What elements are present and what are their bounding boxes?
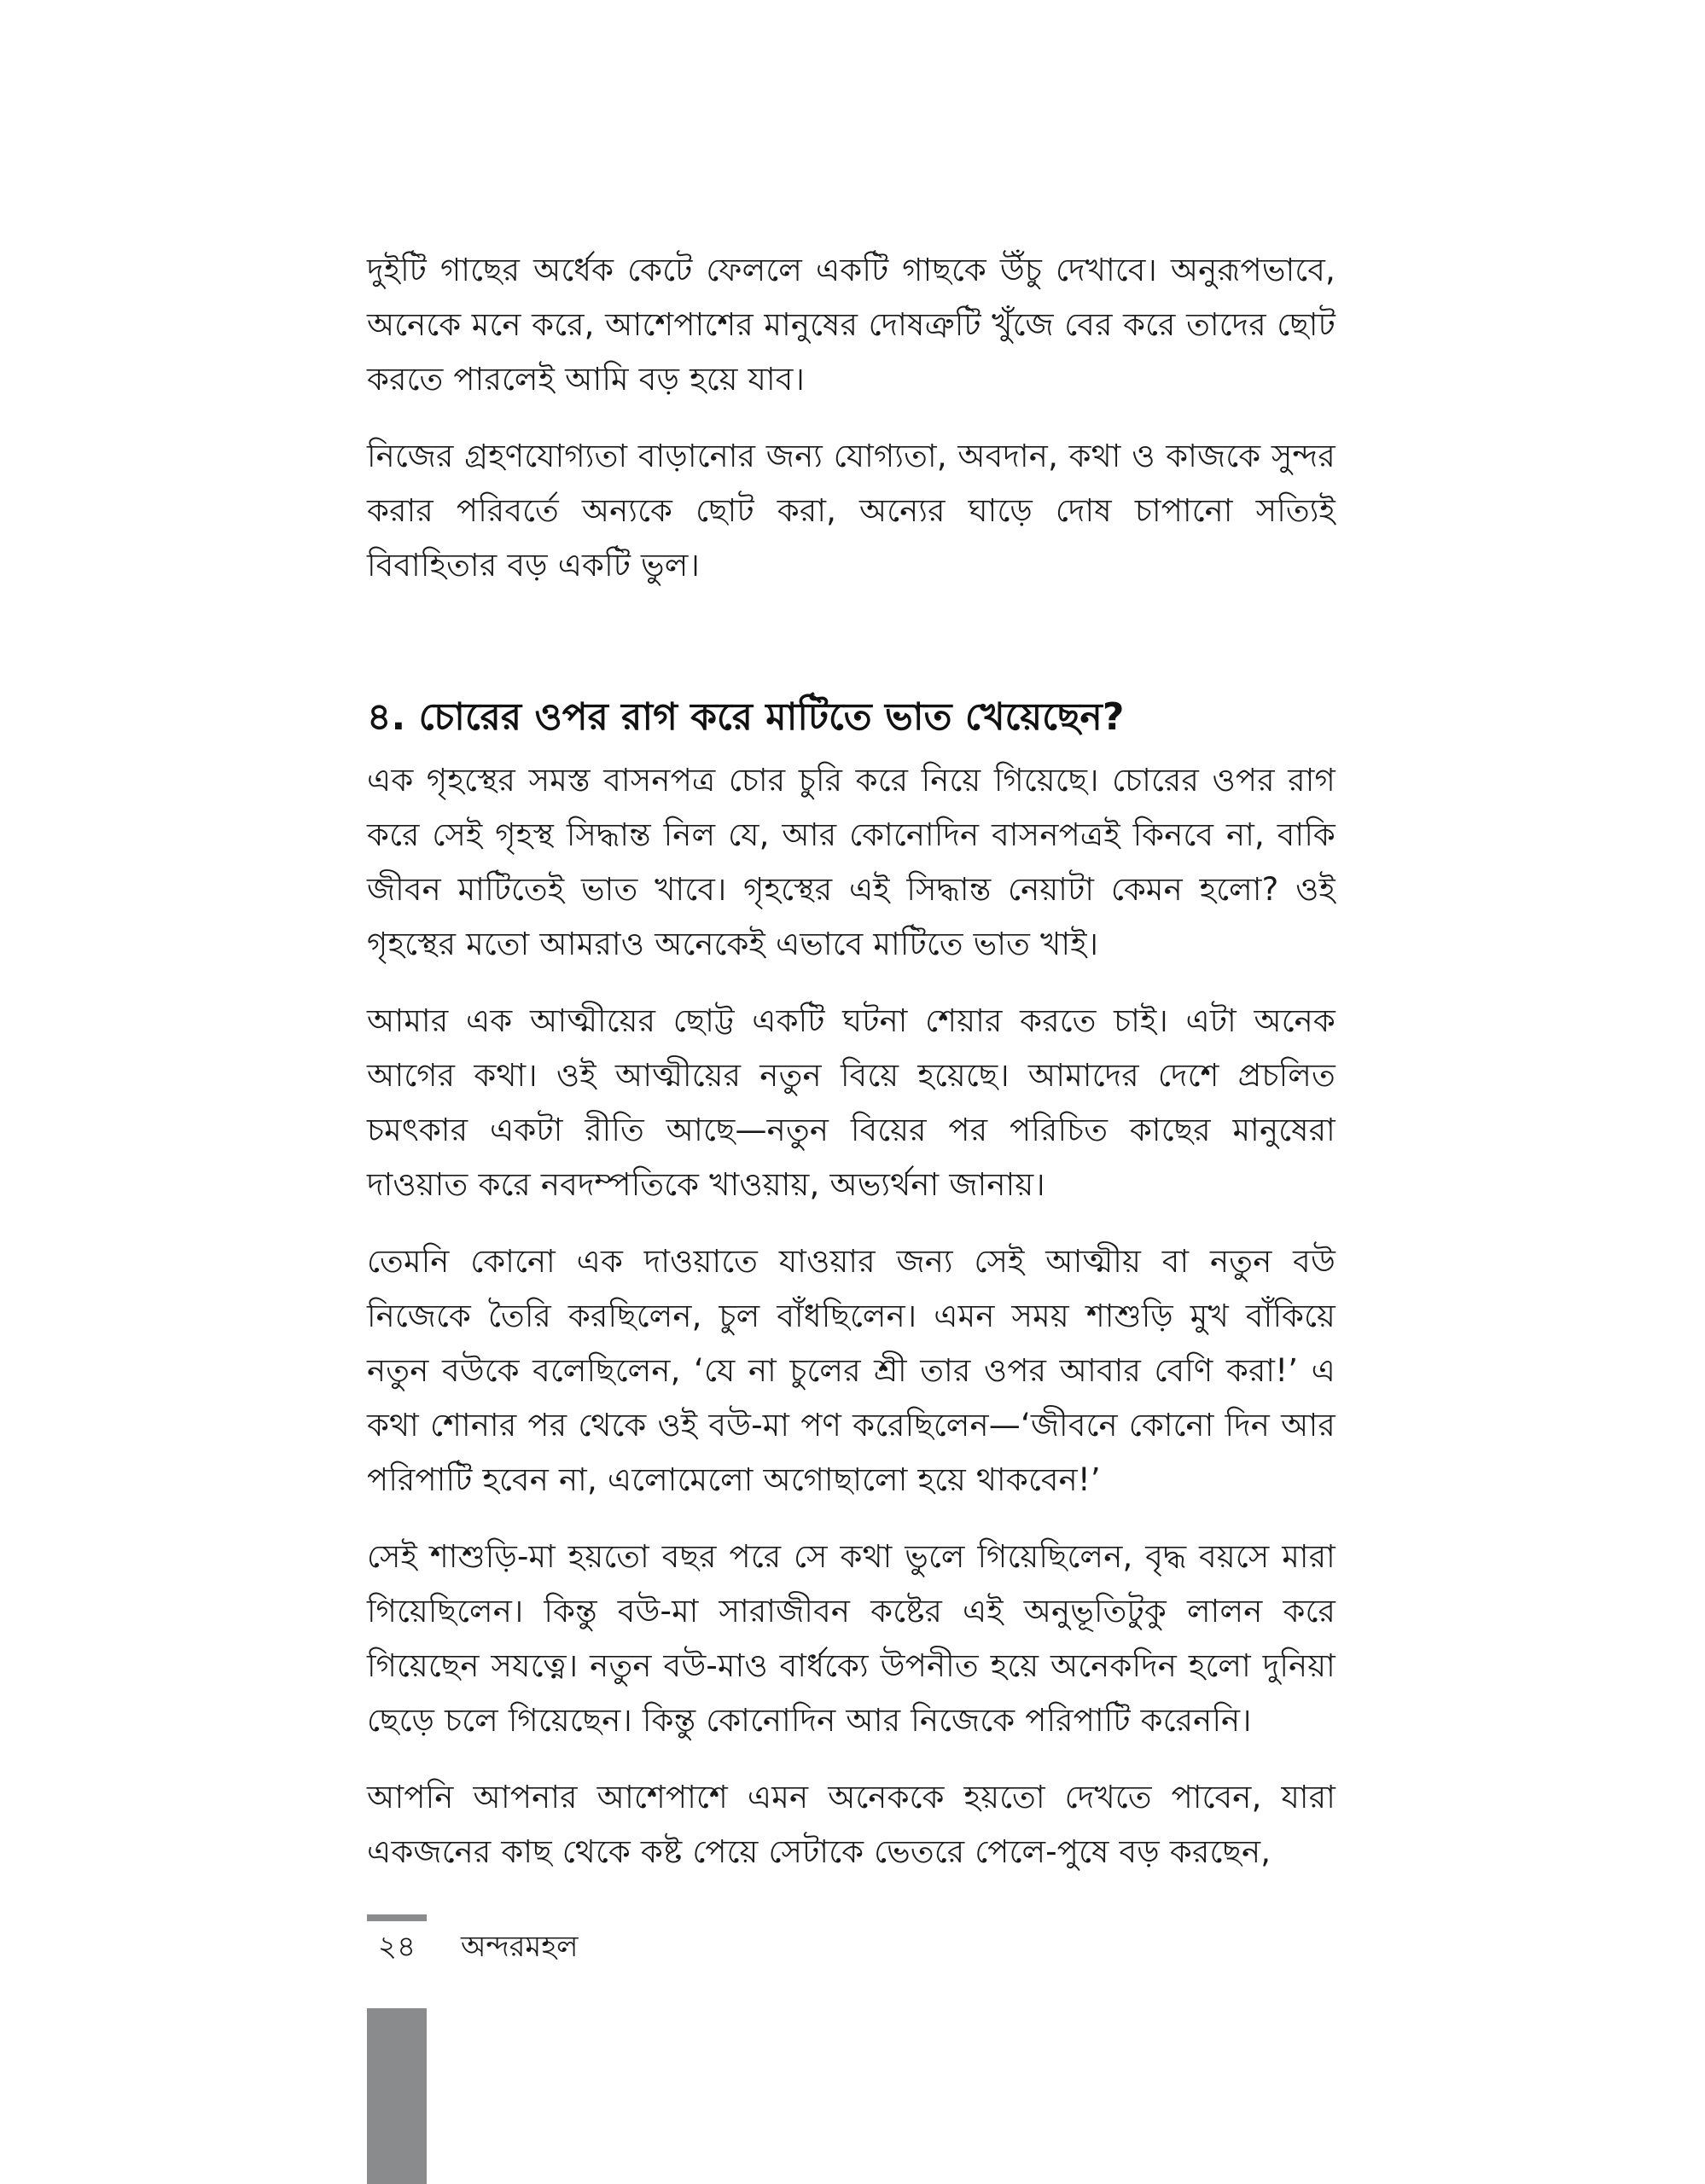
footer-gray-tab xyxy=(367,2008,427,2184)
section-heading: ৪. চোরের ওপর রাগ করে মাটিতে ভাত খেয়েছেন? xyxy=(367,695,1125,739)
section-4 xyxy=(367,687,1335,1879)
body-paragraph: আমার এক আত্মীয়ের ছোট্ট একটি ঘটনা শেয়ার করতে চাই। এটা অনেক আগের কথা। ওই আত্মীয়ের নতুন বিয়ে হয়েছে। আমাদের দেশে প্রচলিত চমৎকার একটা রীতি আছে—নতুন বিয়ের পর পরিচিত কাছের মানুষেরা দাওয়াত করে নবদম্পতিকে খাওয়ায়, অভ্যর্থনা জানায়। xyxy=(367,1002,1335,1203)
body-paragraph: আপনি আপনার আশেপাশে এমন অনেককে হয়তো দেখতে পাবেন, যারা একজনের কাছ থেকে কষ্ট পেয়ে সেটাকে ভেতরে পেলে-পুষে বড় করছেন, xyxy=(367,1779,1335,1870)
page-body xyxy=(367,243,1335,1902)
footer-accent-bar xyxy=(367,1914,427,1921)
body-paragraph: তেমনি কোনো এক দাওয়াতে যাওয়ার জন্য সেই আত্মীয় বা নতুন বউ নিজেকে তৈরি করছিলেন, চুল বাঁধছিলেন। এমন সময় শাশুড়ি মুখ বাঁকিয়ে নতুন বউকে বলেছিলেন, ‘যে না চুলের শ্রী তার ওপর আবার বেণি করা!’ এ কথা শোনার পর থেকে ওই বউ-মা পণ করেছিলেন—‘জীবনে কোনো দিন আর পরিপাটি হবেন না, এলোমেলো অগোছালো হয়ে থাকবেন!’ xyxy=(367,1243,1335,1498)
body-paragraph: এক গৃহস্থের সমস্ত বাসনপত্র চোর চুরি করে নিয়ে গিয়েছে। চোরের ওপর রাগ করে সেই গৃহস্থ সিদ্ধান্ত নিল যে, আর কোনোদিন বাসনপত্রই কিনবে না, বাকি জীবন মাটিতেই ভাত খাবে। গৃহস্থের এই সিদ্ধান্ত নেয়াটা কেমন হলো? ওই গৃহস্থের মতো আমরাও অনেকেই এভাবে মাটিতে ভাত খাই। xyxy=(367,762,1335,962)
body-paragraph: নিজের গ্রহণযোগ্যতা বাড়ানোর জন্য যোগ্যতা, অবদান, কথা ও কাজকে সুন্দর করার পরিবর্তে অন্যকে ছোট করা, অন্যের ঘাড়ে দোষ চাপানো সত্যিই বিবাহিতার বড় একটি ভুল। xyxy=(367,438,1335,584)
body-paragraph: সেই শাশুড়ি-মা হয়তো বছর পরে সে কথা ভুলে গিয়েছিলেন, বৃদ্ধ বয়সে মারা গিয়েছিলেন। কিন্তু বউ-মা সারাজীবন কষ্টের এই অনুভূতিটুকু লালন করে গিয়েছেন সযত্নে। নতুন বউ-মাও বার্ধক্যে উপনীত হয়ে অনেকদিন হলো দুনিয়া ছেড়ে চলে গিয়েছেন। কিন্তু কোনোদিন আর নিজেকে পরিপাটি করেননি। xyxy=(367,1538,1335,1739)
body-paragraph: দুইটি গাছের অর্ধেক কেটে ফেললে একটি গাছকে উঁচু দেখাবে। অনুরূপভাবে, অনেকে মনে করে, আশেপাশের মানুষের দোষত্রুটি খুঁজে বের করে তাদের ছোট করতে পারলেই আমি বড় হয়ে যাব। xyxy=(367,252,1335,398)
page-number: ২৪ xyxy=(377,1930,416,1964)
running-title: অন্দরমহল xyxy=(461,1930,579,1964)
